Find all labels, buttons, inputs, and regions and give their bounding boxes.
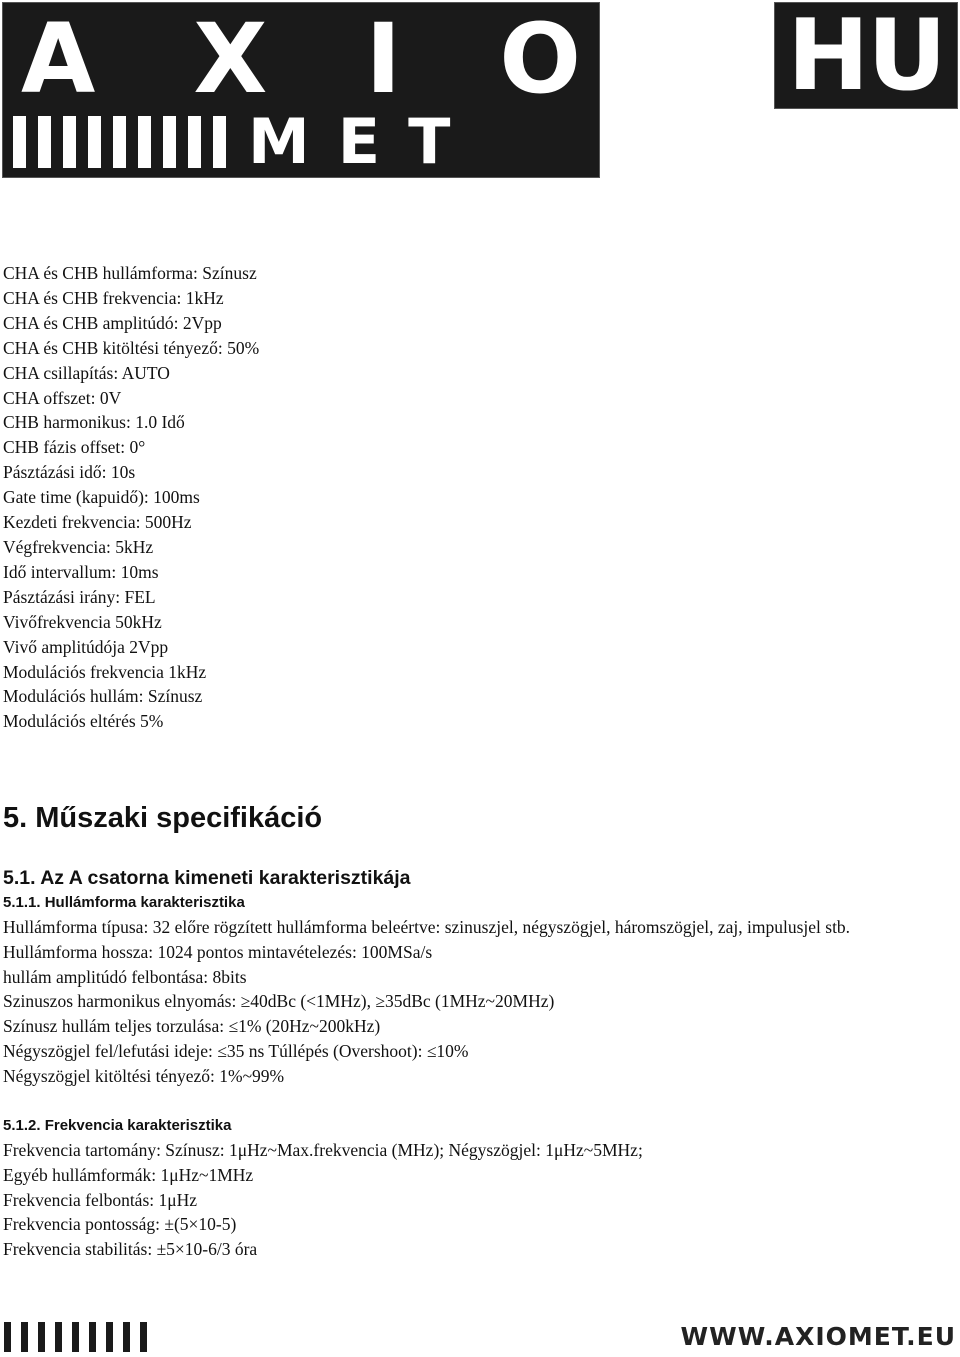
language-badge: HU xyxy=(774,2,958,109)
waveform-characteristics xyxy=(3,893,850,1089)
settings-line: Kezdeti frekvencia: 500Hz xyxy=(3,512,192,533)
spec-line: Hullámforma hossza: 1024 pontos mintavételezés: 100MSa/s xyxy=(3,941,433,962)
spec-line: Hullámforma típusa: 32 előre rögzített hullámforma beleértve: szinuszjel, négyszögjel, háromszögjel, zaj, impulusjel stb. xyxy=(3,917,851,937)
subsection-heading: 5.1. Az A csatorna kimeneti karakterisztikája xyxy=(3,867,411,889)
settings-line: Pásztázási idő: 10s xyxy=(3,462,136,483)
spec-line: Frekvencia felbontás: 1μHz xyxy=(3,1189,198,1210)
logo-letter: T xyxy=(408,105,451,178)
section-heading: 5. Műszaki specifikáció xyxy=(3,802,323,834)
settings-line: CHB fázis offset: 0° xyxy=(3,437,146,458)
spec-line: Szinuszos harmonikus elnyomás: ≥40dBc (<1MHz), ≥35dBc (1MHz~20MHz) xyxy=(3,991,555,1012)
logo-letter: A xyxy=(21,3,96,115)
settings-line: Idő intervallum: 10ms xyxy=(3,561,159,582)
settings-line: Modulációs eltérés 5% xyxy=(3,711,164,732)
settings-line: Modulációs frekvencia 1kHz xyxy=(3,661,207,682)
settings-line: Gate time (kapuidő): 100ms xyxy=(3,487,200,508)
footer-bars-graphic xyxy=(4,1322,147,1352)
spec-line: hullám amplitúdó felbontása: 8bits xyxy=(3,966,247,987)
settings-line: CHB harmonikus: 1.0 Idő xyxy=(3,412,185,433)
settings-line: Vivőfrekvencia 50kHz xyxy=(3,611,162,632)
logo-letter: X xyxy=(193,3,268,115)
spec-line: Egyéb hullámformák: 1μHz~1MHz xyxy=(3,1164,254,1185)
footer-website-url: WWW.AXIOMET.EU xyxy=(680,1322,956,1351)
logo-bars-graphic xyxy=(13,116,226,168)
settings-line: CHA csillapítás: AUTO xyxy=(3,362,170,383)
settings-line: CHA és CHB hullámforma: Színusz xyxy=(3,263,257,283)
settings-line: CHA és CHB kitöltési tényező: 50% xyxy=(3,337,260,358)
logo-wordmark xyxy=(21,3,581,115)
subsubsection-heading: 5.1.1. Hullámforma karakterisztika xyxy=(3,894,245,911)
logo-met-letters xyxy=(248,105,451,178)
settings-line: Modulációs hullám: Színusz xyxy=(3,686,203,707)
logo-letter: M xyxy=(248,105,310,178)
axiomet-logo xyxy=(2,2,600,178)
spec-line: Négyszögjel kitöltési tényező: 1%~99% xyxy=(3,1065,285,1086)
frequency-characteristics xyxy=(3,1116,643,1262)
settings-line: CHA offszet: 0V xyxy=(3,387,122,408)
settings-line: CHA és CHB frekvencia: 1kHz xyxy=(3,287,224,308)
logo-bottom-row xyxy=(13,105,591,178)
logo-letter: E xyxy=(337,105,381,178)
settings-line: Pásztázási irány: FEL xyxy=(3,586,156,607)
settings-list xyxy=(3,261,603,734)
logo-letter: O xyxy=(499,3,581,115)
spec-line: Frekvencia pontosság: ±(5×10-5) xyxy=(3,1214,237,1235)
settings-line: Végfrekvencia: 5kHz xyxy=(3,536,154,557)
spec-line: Frekvencia tartomány: Színusz: 1μHz~Max.frekvencia (MHz); Négyszögjel: 1μHz~5MHz; xyxy=(3,1140,643,1160)
spec-line: Frekvencia stabilitás: ±5×10-6/3 óra xyxy=(3,1239,258,1260)
logo-letter: I xyxy=(365,3,402,115)
subsubsection-heading: 5.1.2. Frekvencia karakterisztika xyxy=(3,1117,232,1134)
spec-line: Négyszögjel fel/lefutási ideje: ≤35 ns Túllépés (Overshoot): ≤10% xyxy=(3,1040,469,1061)
spec-line: Színusz hullám teljes torzulása: ≤1% (20Hz~200kHz) xyxy=(3,1016,381,1037)
settings-line: Vivő amplitúdója 2Vpp xyxy=(3,636,169,657)
settings-line: CHA és CHB amplitúdó: 2Vpp xyxy=(3,312,222,333)
